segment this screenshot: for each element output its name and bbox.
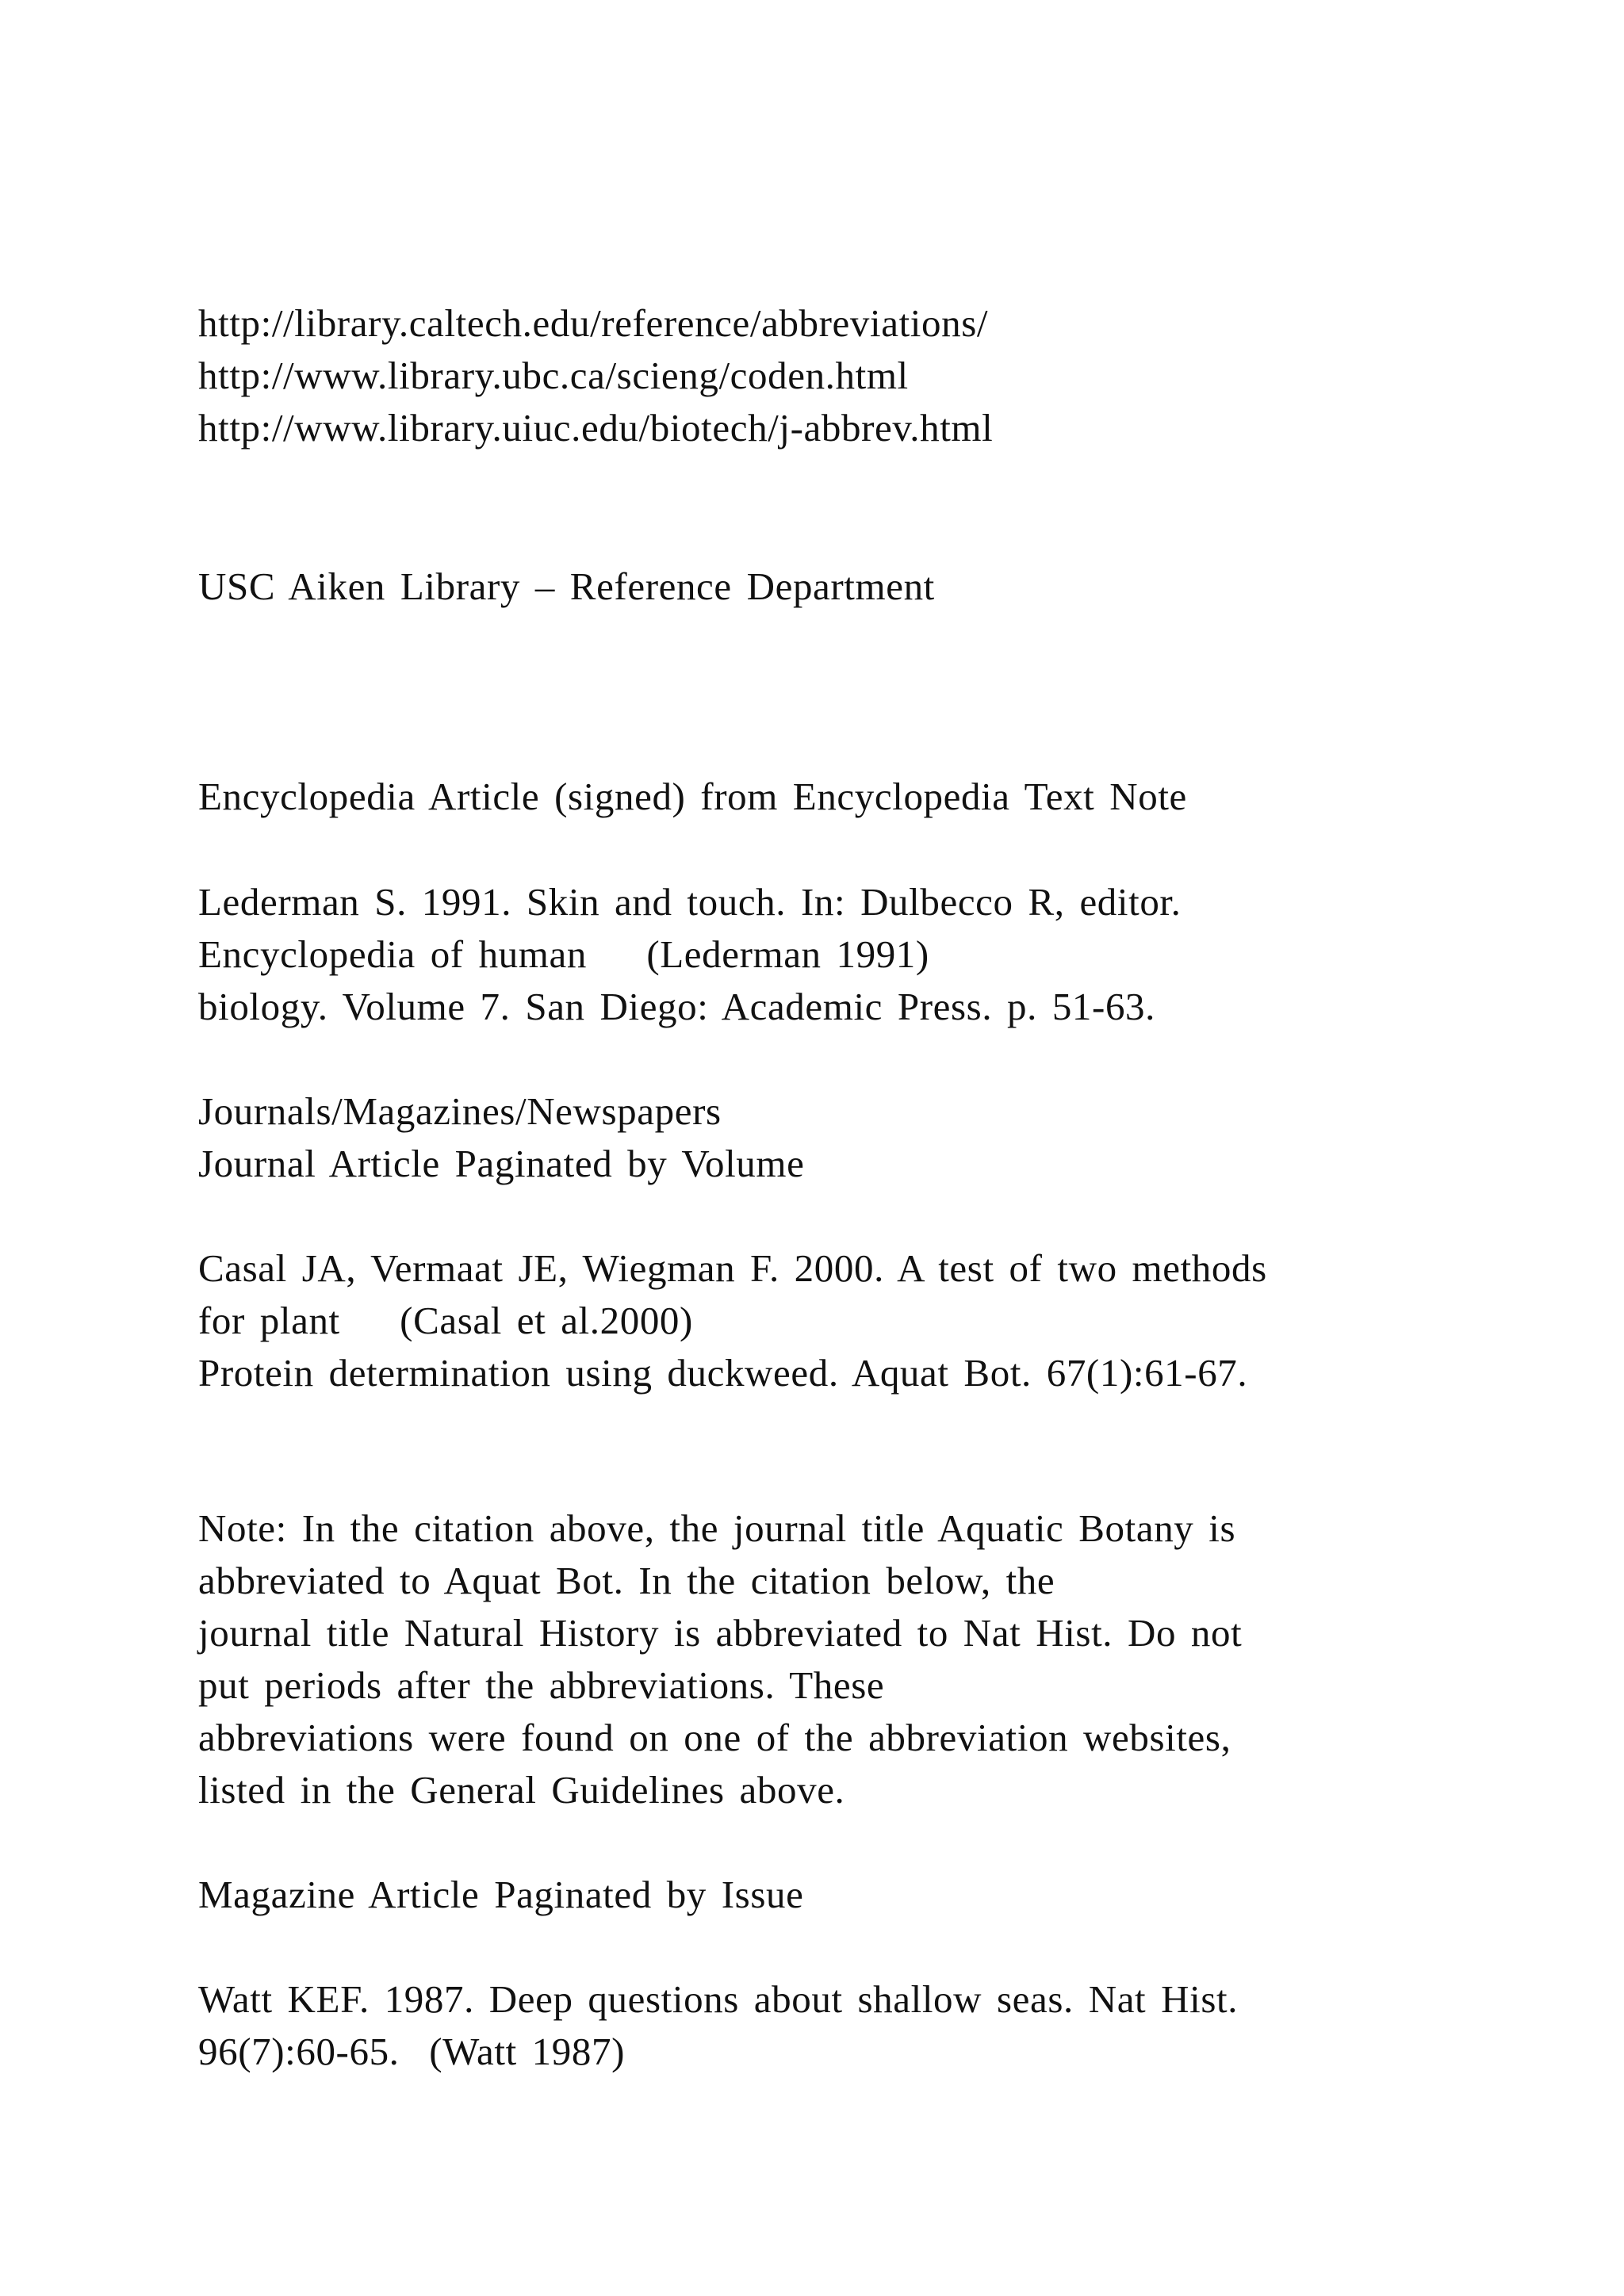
magazine-citation-line-2: 96(7):60-65. (Watt 1987) — [198, 2030, 626, 2073]
journal-citation-line-3: Protein determination using duckweed. Aquat Bot. 67(1):61-67. — [198, 1351, 1248, 1395]
note-line-2: abbreviated to Aquat Bot. In the citation below, the — [198, 1559, 1055, 1602]
magazine-citation-line-1: Watt KEF. 1987. Deep questions about shallow seas. Nat Hist. — [198, 1977, 1239, 2021]
library-heading: USC Aiken Library – Reference Department — [198, 564, 935, 608]
encyclopedia-citation-line-2: Encyclopedia of human (Lederman 1991) — [198, 932, 929, 976]
note-line-5: abbreviations were found on one of the abbreviation websites, — [198, 1716, 1231, 1759]
note-line-3: journal title Natural History is abbreviated to Nat Hist. Do not — [198, 1611, 1243, 1655]
journals-heading: Journals/Magazines/Newspapers — [198, 1089, 722, 1133]
note-line-4: put periods after the abbreviations. These — [198, 1663, 885, 1707]
abbreviation-url-uiuc: http://www.library.uiuc.edu/biotech/j-abbrev.html — [198, 406, 994, 450]
magazine-heading: Magazine Article Paginated by Issue — [198, 1873, 804, 1916]
note-line-1: Note: In the citation above, the journal title Aquatic Botany is — [198, 1506, 1236, 1550]
encyclopedia-citation-line-3: biology. Volume 7. San Diego: Academic Press. p. 51-63. — [198, 985, 1155, 1028]
encyclopedia-heading: Encyclopedia Article (signed) from Encyclopedia Text Note — [198, 775, 1187, 818]
abbreviation-url-ubc: http://www.library.ubc.ca/scieng/coden.html — [198, 354, 909, 397]
note-line-6: listed in the General Guidelines above. — [198, 1768, 845, 1812]
journal-citation-line-2: for plant (Casal et al.2000) — [198, 1299, 693, 1342]
journal-citation-line-1: Casal JA, Vermaat JE, Wiegman F. 2000. A test of two methods — [198, 1246, 1267, 1290]
encyclopedia-citation-line-1: Lederman S. 1991. Skin and touch. In: Dulbecco R, editor. — [198, 880, 1182, 924]
abbreviation-url-caltech: http://library.caltech.edu/reference/abbreviations/ — [198, 301, 989, 345]
journal-article-subheading: Journal Article Paginated by Volume — [198, 1142, 805, 1185]
